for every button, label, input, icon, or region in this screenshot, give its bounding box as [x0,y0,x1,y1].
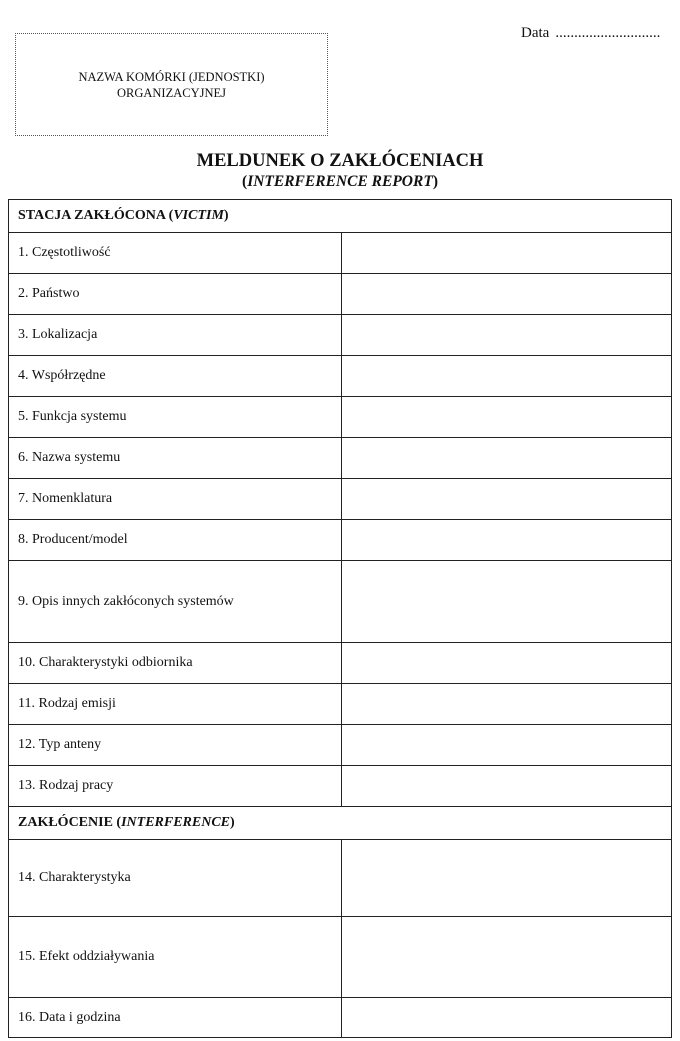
row-label: 3. Lokalizacja [9,315,342,356]
row-value-field[interactable] [342,917,672,998]
subtitle-open-paren: ( [242,173,248,190]
row-label: 10. Charakterystyki odbiornika [9,643,342,684]
row-label: 5. Funkcja systemu [9,397,342,438]
section-victim-label: STACJA ZAKŁÓCONA ( [18,208,174,223]
organizational-unit-label [78,69,264,101]
row-label: 7. Nomenklatura [9,479,342,520]
row-value-field[interactable] [342,684,672,725]
section-interference-italic: INTERFERENCE [121,815,231,830]
section-victim-row [9,200,672,233]
form-row-antenna-type [9,725,672,766]
row-label: 14. Charakterystyka [9,840,342,917]
form-row-characteristics [9,840,672,917]
report-subtitle [0,172,680,192]
row-label: 8. Producent/model [9,520,342,561]
row-label: 16. Data i godzina [9,998,342,1038]
row-label: 11. Rodzaj emisji [9,684,342,725]
row-value-field[interactable] [342,438,672,479]
row-value-field[interactable] [342,356,672,397]
report-title: MELDUNEK O ZAKŁÓCENIACH [196,151,484,171]
row-value-field[interactable] [342,233,672,274]
form-row-coordinates [9,356,672,397]
form-row-system-name [9,438,672,479]
row-label: 1. Częstotliwość [9,233,342,274]
row-value-field[interactable] [342,315,672,356]
section-interference-close: ) [230,815,235,830]
row-label: 13. Rodzaj pracy [9,766,342,807]
row-label: 9. Opis innych zakłóconych systemów [9,561,342,643]
form-row-date-time [9,998,672,1038]
form-row-operation-mode [9,766,672,807]
report-form-table [8,199,672,1038]
form-row-location [9,315,672,356]
section-interference-row [9,807,672,840]
row-label: 4. Współrzędne [9,356,342,397]
form-row-country [9,274,672,315]
form-row-frequency [9,233,672,274]
date-blank[interactable]: ............................ [555,25,661,41]
row-value-field[interactable] [342,397,672,438]
form-row-receiver-characteristics [9,643,672,684]
row-value-field[interactable] [342,766,672,807]
row-label: 12. Typ anteny [9,725,342,766]
row-value-field[interactable] [342,520,672,561]
form-row-impact-effect [9,917,672,998]
section-victim-header [9,200,672,233]
row-value-field[interactable] [342,725,672,766]
form-row-other-victim-systems [9,561,672,643]
section-interference-label: ZAKŁÓCENIE ( [18,815,122,830]
form-row-emission-type [9,684,672,725]
row-label: 6. Nazwa systemu [9,438,342,479]
organizational-unit-box[interactable] [15,33,328,136]
unit-label-line-1: NAZWA KOMÓRKI (JEDNOSTKI) [78,69,265,84]
row-label: 15. Efekt oddziaływania [9,917,342,998]
row-value-field[interactable] [342,479,672,520]
row-value-field[interactable] [342,998,672,1038]
form-row-manufacturer-model [9,520,672,561]
unit-label-line-2: ORGANIZACYJNEJ [116,85,226,100]
row-value-field[interactable] [342,561,672,643]
row-value-field[interactable] [342,274,672,315]
subtitle-close-paren: ) [432,173,438,190]
form-row-nomenclature [9,479,672,520]
section-interference-header [9,807,672,840]
date-field [521,25,660,42]
date-label: Data [521,25,550,41]
row-value-field[interactable] [342,840,672,917]
row-value-field[interactable] [342,643,672,684]
row-label: 2. Państwo [9,274,342,315]
subtitle-english: INTERFERENCE REPORT [247,173,433,190]
section-victim-close: ) [223,208,229,223]
form-row-system-function [9,397,672,438]
section-victim-italic: VICTIM [173,208,224,223]
